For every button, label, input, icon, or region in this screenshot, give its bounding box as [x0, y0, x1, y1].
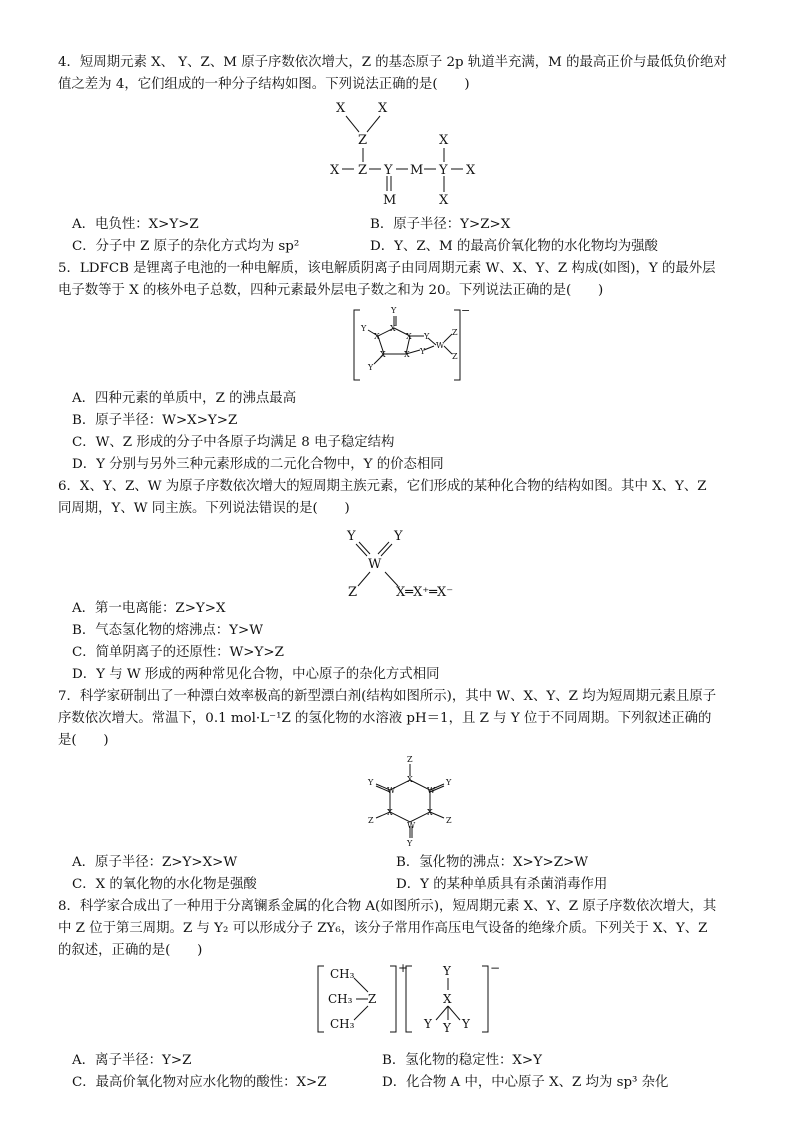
q7-ring-figure — [58, 752, 748, 852]
q4-stem-line1: 4．短周期元素 X、 Y、Z、M 原子序数依次增大，Z 的基态原子 2p 轨道半充满，M 的最高正价与最低负价绝对 — [58, 55, 727, 70]
charge-minus: − — [461, 304, 471, 317]
atom: Y — [384, 163, 393, 178]
svg-text:W: W — [368, 557, 382, 572]
q6-structure-figure — [58, 520, 748, 598]
question-6 — [58, 476, 748, 686]
q8-stem-line2: 中 Z 位于第三周期。Z 与 Y₂ 可以形成分子 ZY₆，该分子常用作高压电气设备的绝缘介质。下列关于 X、Y、Z — [58, 921, 708, 936]
q8-stem-line1: 8．科学家合成出了一种用于分离镧系金属的化合物 A(如图所示)，短周期元素 X、Y、Z 原子序数依次增大，其 — [58, 899, 717, 914]
q6-option-b: B．气态氢化物的熔沸点：Y>W — [72, 623, 263, 638]
svg-text:X: X — [407, 775, 413, 784]
q5-option-b: B．原子半径：W>X>Y>Z — [72, 413, 238, 428]
q4-option-c: C．分子中 Z 原子的杂化方式均为 sp² — [72, 239, 300, 254]
question-7 — [58, 686, 748, 896]
charge-plus: + — [398, 962, 409, 975]
svg-text:X: X — [406, 332, 412, 341]
svg-text:Y: Y — [394, 529, 403, 544]
q7-option-c: C．X 的氧化物的水化物是强酸 — [72, 877, 257, 892]
q6-stem-line2: 同周期，Y、W 同主族。下列说法错误的是( ) — [58, 501, 350, 516]
q8-option-b: B．氢化物的稳定性：X>Y — [382, 1053, 542, 1068]
svg-text:X: X — [390, 324, 396, 333]
svg-text:X: X — [387, 808, 393, 817]
q4-options-row2 — [58, 236, 748, 258]
atom: Y — [439, 163, 448, 178]
svg-text:Y: Y — [368, 778, 374, 787]
q8-option-a: A．离子半径：Y>Z — [72, 1053, 192, 1068]
svg-text:Y: Y — [424, 332, 430, 341]
q5-anion-figure — [58, 302, 748, 388]
atom: X — [466, 163, 476, 178]
svg-text:Z: Z — [452, 328, 458, 337]
q6-option-a: A．第一电离能：Z>Y>X — [72, 601, 226, 616]
q7-stem-line2: 序数依次增大。常温下，0.1 mol·L⁻¹Z 的氢化物的水溶液 pH＝1，且 Z 与 Y 位于不同周期。下列叙述正确的 — [58, 711, 712, 726]
atom: X — [336, 101, 346, 116]
worksheet-page — [58, 52, 748, 1094]
svg-text:X: X — [443, 992, 452, 1006]
svg-text:W: W — [427, 786, 436, 795]
svg-text:W: W — [436, 341, 445, 350]
svg-text:X: X — [380, 350, 386, 359]
q7-option-b: B．氢化物的沸点：X>Y>Z>W — [396, 855, 589, 870]
q4-option-b: B．原子半径：Y>Z>X — [370, 217, 511, 232]
ch3-label: CH₃ — [328, 992, 353, 1006]
q7-stem-line3: 是( ) — [58, 733, 109, 748]
atom: X — [378, 101, 388, 116]
question-5 — [58, 258, 748, 476]
atom: M — [410, 163, 424, 178]
q4-option-d: D．Y、Z、M 的最高价氧化物的水化物均为强酸 — [370, 239, 658, 254]
q8-options-row2 — [58, 1072, 748, 1094]
q5-stem-line1: 5．LDFCB 是锂离子电池的一种电解质，该电解质阴离子由同周期元素 W、X、Y、Z 构成(如图)，Y 的最外层 — [58, 261, 716, 276]
atom: M — [383, 193, 397, 208]
svg-text:Y: Y — [347, 529, 356, 544]
atom: Z — [358, 133, 368, 148]
q5-option-c: C．W、Z 形成的分子中各原子均满足 8 电子稳定结构 — [72, 435, 395, 450]
svg-text:Y: Y — [420, 347, 426, 356]
q4-options-row1 — [58, 214, 748, 236]
q4-structure-figure — [58, 96, 748, 214]
atom: Z — [358, 163, 368, 178]
q4-option-a: A．电负性：X>Y>Z — [72, 217, 199, 232]
svg-text:Z: Z — [368, 816, 374, 825]
svg-text:Y: Y — [361, 324, 367, 333]
svg-text:Z: Z — [368, 992, 377, 1006]
q5-stem-line2: 电子数等于 X 的核外电子总数，四种元素最外层电子数之和为 20。下列说法正确的是( ) — [58, 283, 604, 298]
q8-option-c: C．最高价氧化物对应水化物的酸性：X>Z — [72, 1075, 327, 1090]
q7-options-row2 — [58, 874, 748, 896]
q8-options-row1 — [58, 1050, 748, 1072]
svg-text:Y: Y — [446, 778, 452, 787]
q7-stem-line1: 7．科学家研制出了一种漂白效率极高的新型漂白剂(结构如图所示)，其中 W、X、Y、Z 均为短周期元素且原子 — [58, 689, 717, 704]
q6-option-d: D．Y 与 W 形成的两种常见化合物，中心原子的杂化方式相同 — [72, 667, 440, 682]
q6-option-c: C．简单阴离子的还原性：W>Y>Z — [72, 645, 284, 660]
atom: X — [439, 193, 449, 208]
svg-text:W: W — [407, 821, 416, 830]
q7-options-row1 — [58, 852, 748, 874]
chain-formula: X═X⁺═X⁻ — [396, 585, 454, 598]
question-4 — [58, 52, 748, 258]
svg-text:X: X — [374, 332, 380, 341]
q8-stem-line3: 的叙述，正确的是( ) — [58, 943, 203, 958]
q6-stem-line1: 6．X、Y、Z、W 为原子序数依次增大的短周期主族元素，它们形成的某种化合物的结构如图。其中 X、Y、Z — [58, 479, 707, 494]
svg-text:Z: Z — [348, 585, 358, 598]
svg-text:X: X — [427, 808, 433, 817]
svg-text:Y: Y — [443, 964, 451, 978]
svg-text:Z: Z — [452, 352, 458, 361]
svg-text:Z: Z — [407, 755, 413, 764]
q7-option-d: D．Y 的某种单质具有杀菌消毒作用 — [396, 877, 608, 892]
atom: X — [330, 163, 340, 178]
q8-compound-figure — [58, 962, 748, 1050]
question-8 — [58, 896, 748, 1094]
svg-text:Y: Y — [407, 839, 413, 848]
svg-text:Z: Z — [446, 816, 452, 825]
ch3-label: CH₃ — [330, 967, 355, 981]
q5-option-d: D．Y 分别与另外三种元素形成的二元化合物中，Y 的价态相同 — [72, 457, 444, 472]
q4-stem-line2: 值之差为 4，它们组成的一种分子结构如图。下列说法正确的是( ) — [58, 77, 470, 92]
q5-option-a: A．四种元素的单质中，Z 的沸点最高 — [72, 391, 297, 406]
q8-option-d: D．化合物 A 中，中心原子 X、Z 均为 sp³ 杂化 — [382, 1075, 669, 1090]
q7-option-a: A．原子半径：Z>Y>X>W — [72, 855, 238, 870]
svg-text:Y: Y — [462, 1017, 470, 1031]
svg-text:W: W — [387, 786, 396, 795]
svg-text:Y: Y — [424, 1017, 432, 1031]
svg-text:Y: Y — [443, 1021, 451, 1035]
svg-text:Y: Y — [391, 306, 397, 315]
svg-text:Y: Y — [368, 363, 374, 372]
ch3-label: CH₃ — [330, 1017, 355, 1031]
svg-text:X: X — [404, 350, 410, 359]
charge-minus: − — [490, 962, 501, 975]
atom: X — [439, 133, 449, 148]
